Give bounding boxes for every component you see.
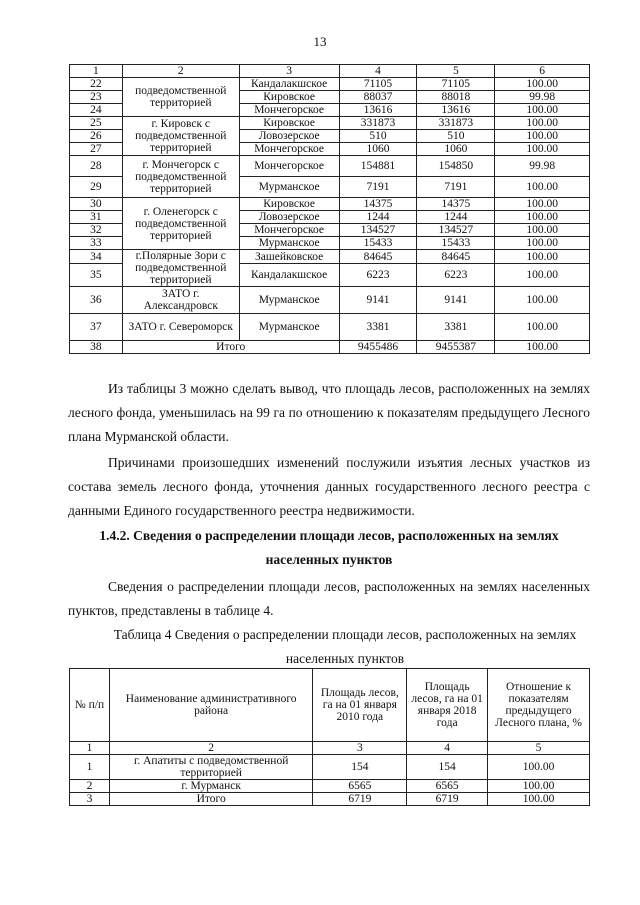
col-number: 2 [122,65,239,78]
header-area-2018: Площадь лесов, га на 01 января 2018 года [407,669,488,742]
total-label: Итого [122,341,339,354]
forestry-cell: Мурманское [239,314,339,341]
total-label: Итого [109,793,313,806]
total-row [70,793,590,806]
header-ratio: Отношение к показателям предыдущего Лесного плана, % [488,669,590,742]
header-number: № п/п [70,669,110,742]
percent-cell: 100.00 [495,250,590,264]
table-row [70,755,590,780]
percent-cell: 99.98 [495,156,590,177]
row-number: 35 [70,264,123,287]
value-2010: 14375 [339,198,417,211]
col-number: 3 [313,742,407,755]
col-number: 5 [417,65,495,78]
percent-cell: 100.00 [495,104,590,117]
forestry-cell: Мончегорское [239,156,339,177]
row-number: 25 [70,117,123,130]
page-number: 13 [313,34,327,49]
value-2010: 1244 [339,211,417,224]
table-row [70,198,590,211]
district-cell: ЗАТО г. Александровск [122,287,239,314]
percent-cell: 99.98 [495,91,590,104]
forestry-cell: Мурманское [239,177,339,198]
forestry-cell: Мончегорское [239,104,339,117]
percent-cell: 100.00 [495,264,590,287]
col-number: 5 [488,742,590,755]
row-number: 33 [70,237,123,250]
col-number: 1 [70,742,110,755]
table-header-row [70,669,590,742]
value-2010: 154 [313,755,407,780]
row-number: 26 [70,130,123,143]
district-cell: г. Апатиты с подведомственной территорией [109,755,313,780]
district-cell: г. Мурманск [109,780,313,793]
value-2010: 6719 [313,793,407,806]
forestry-cell: Кировское [239,198,339,211]
value-2018: 1060 [417,143,495,156]
district-cell: г. Оленегорск с подведомственной территорией [122,198,239,250]
row-number: 22 [70,78,123,91]
header-district: Наименование административного района [109,669,313,742]
value-2018: 6223 [417,264,495,287]
forestry-cell: Кандалакшское [239,264,339,287]
forestry-cell: Зашейковское [239,250,339,264]
percent-cell: 100.00 [495,341,590,354]
value-2010: 9455486 [339,341,417,354]
value-2010: 6565 [313,780,407,793]
value-2010: 510 [339,130,417,143]
value-2010: 331873 [339,117,417,130]
forestry-cell: Кандалакшское [239,78,339,91]
value-2010: 6223 [339,264,417,287]
percent-cell: 100.00 [495,287,590,314]
value-2010: 84645 [339,250,417,264]
row-number: 32 [70,224,123,237]
table-row [70,78,590,91]
value-2010: 7191 [339,177,417,198]
column-number-row [70,742,590,755]
percent-cell: 100.00 [488,793,590,806]
percent-cell: 100.00 [495,78,590,91]
value-2010: 9141 [339,287,417,314]
forestry-cell: Мурманское [239,287,339,314]
table-row [70,314,590,341]
forestry-cell: Ловозерское [239,211,339,224]
table-row [70,250,590,264]
table-4 [69,668,590,806]
district-cell: подведомственной территорией [122,78,239,117]
district-cell: ЗАТО г. Североморск [122,314,239,341]
table4-caption: Таблица 4 Сведения о распределении площади лесов, расположенных на землях населенных пунктов [113,627,577,666]
row-number: 34 [70,250,123,264]
value-2018: 9455387 [417,341,495,354]
value-2018: 6719 [407,793,488,806]
forestry-cell: Ловозерское [239,130,339,143]
col-number: 1 [70,65,123,78]
value-2018: 1244 [417,211,495,224]
value-2010: 13616 [339,104,417,117]
value-2018: 13616 [417,104,495,117]
row-number: 24 [70,104,123,117]
value-2010: 88037 [339,91,417,104]
value-2010: 71105 [339,78,417,91]
paragraph-reasons: Причинами произошедших изменений послужили изъятия лесных участков из состава земель лесного фонда, уточнения данных государственного лесного реестра с данными Единого государственного реестра недвижимости. [68,455,590,518]
table-row [70,117,590,130]
forestry-cell: Мурманское [239,237,339,250]
percent-cell: 100.00 [495,314,590,341]
value-2018: 7191 [417,177,495,198]
row-number: 29 [70,177,123,198]
forestry-cell: Кировское [239,117,339,130]
percent-cell: 100.00 [488,755,590,780]
row-number: 3 [70,793,110,806]
value-2010: 1060 [339,143,417,156]
value-2010: 3381 [339,314,417,341]
col-number: 4 [407,742,488,755]
percent-cell: 100.00 [495,130,590,143]
row-number: 37 [70,314,123,341]
row-number: 38 [70,341,123,354]
paragraph-conclusion: Из таблицы 3 можно сделать вывод, что площадь лесов, расположенных на землях лесного фонда, уменьшилась на 99 га по отношению к показателям предыдущего Лесного плана Мурманской области. [68,381,590,444]
value-2018: 510 [417,130,495,143]
percent-cell: 100.00 [495,237,590,250]
table-row [70,287,590,314]
value-2018: 154850 [417,156,495,177]
value-2018: 134527 [417,224,495,237]
row-number: 23 [70,91,123,104]
value-2018: 88018 [417,91,495,104]
value-2018: 9141 [417,287,495,314]
section-heading: 1.4.2. Сведения о распределении площади лесов, расположенных на землях населенных пунктов [99,528,559,567]
row-number: 1 [70,755,110,780]
value-2018: 154 [407,755,488,780]
total-row [70,341,590,354]
header-area-2010: Площадь лесов, га на 01 января 2010 года [313,669,407,742]
row-number: 28 [70,156,123,177]
value-2018: 15433 [417,237,495,250]
district-cell: г. Мончегорск с подведомственной территорией [122,156,239,198]
percent-cell: 100.00 [495,117,590,130]
row-number: 2 [70,780,110,793]
forestry-cell: Мончегорское [239,143,339,156]
row-number: 31 [70,211,123,224]
paragraph-table4-intro: Сведения о распределении площади лесов, расположенных на землях населенных пунктов, представлены в таблице 4. [68,579,590,618]
value-2018: 14375 [417,198,495,211]
percent-cell: 100.00 [495,224,590,237]
col-number: 2 [109,742,313,755]
percent-cell: 100.00 [495,143,590,156]
forestry-cell: Кировское [239,91,339,104]
value-2010: 154881 [339,156,417,177]
row-number: 27 [70,143,123,156]
value-2010: 15433 [339,237,417,250]
percent-cell: 100.00 [495,211,590,224]
col-number: 4 [339,65,417,78]
table-3 [69,64,590,354]
value-2018: 331873 [417,117,495,130]
percent-cell: 100.00 [488,780,590,793]
value-2010: 134527 [339,224,417,237]
percent-cell: 100.00 [495,177,590,198]
district-cell: г.Полярные Зори с подведомственной территорией [122,250,239,287]
value-2018: 3381 [417,314,495,341]
forestry-cell: Мончегорское [239,224,339,237]
row-number: 30 [70,198,123,211]
col-number: 6 [495,65,590,78]
table-row [70,156,590,177]
col-number: 3 [239,65,339,78]
table-row [70,780,590,793]
district-cell: г. Кировск с подведомственной территорией [122,117,239,156]
value-2018: 6565 [407,780,488,793]
percent-cell: 100.00 [495,198,590,211]
value-2018: 71105 [417,78,495,91]
row-number: 36 [70,287,123,314]
value-2018: 84645 [417,250,495,264]
table-header-row [70,65,590,78]
